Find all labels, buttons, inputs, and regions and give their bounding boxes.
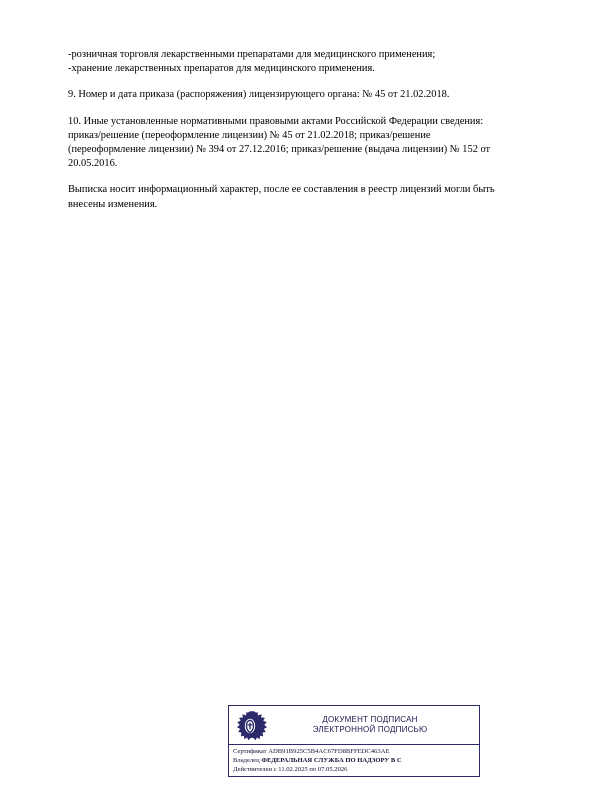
electronic-signature-stamp [228, 705, 480, 777]
paragraph-activity-list [68, 48, 534, 76]
paragraph-item-10 [68, 115, 534, 172]
owner-value: ФЕДЕРАЛЬНАЯ СЛУЖБА ПО НАДЗОРУ В С [261, 757, 402, 765]
owner-label: Владелец [233, 757, 260, 765]
paragraph-line: -хранение лекарственных препаратов для медицинского применения. [68, 63, 375, 75]
stamp-title [267, 715, 479, 735]
paragraph-line: Выписка носит информационный характер, после ее составления в реестр лицензий могли быть [68, 184, 495, 196]
paragraph-line: приказ/решение (переоформление лицензии) № 45 от 21.02.2018; приказ/решение [68, 129, 431, 141]
stamp-details [229, 745, 479, 775]
document-body [68, 48, 534, 224]
paragraph-line: 10. Иные установленные нормативными правовыми актами Российской Федерации сведения: [68, 115, 484, 127]
stamp-title-line-2: ЭЛЕКТРОННОЙ ПОДПИСЬЮ [312, 725, 428, 734]
paragraph-disclaimer [68, 183, 534, 211]
certificate-label: Сертификат [233, 748, 267, 755]
stamp-header [229, 706, 479, 744]
paragraph-line: 9. Номер и дата приказа (распоряжения) лицензирующего органа: № 45 от 21.02.2018. [68, 89, 450, 101]
paragraph-line: -розничная торговля лекарственными препаратами для медицинского применения; [68, 49, 436, 60]
paragraph-line: (переоформление лицензии) № 394 от 27.12.2016; приказ/решение (выдача лицензии) № 152 от [68, 144, 491, 156]
stamp-certificate-line [233, 747, 479, 756]
paragraph-item-9 [68, 88, 534, 102]
stamp-title-line-1: ДОКУМЕНТ ПОДПИСАН [322, 715, 418, 724]
russian-coat-of-arms-icon [233, 708, 267, 742]
certificate-value: ADB91B925C5B4AC67FD8BFFEDC463AE [268, 748, 390, 755]
paragraph-line: 20.05.2016. [68, 158, 118, 170]
paragraph-line: внесены изменения. [68, 198, 158, 210]
stamp-validity-line: Действителен с 11.02.2025 по 07.05.2026 [233, 766, 348, 774]
stamp-owner-line [233, 756, 479, 765]
